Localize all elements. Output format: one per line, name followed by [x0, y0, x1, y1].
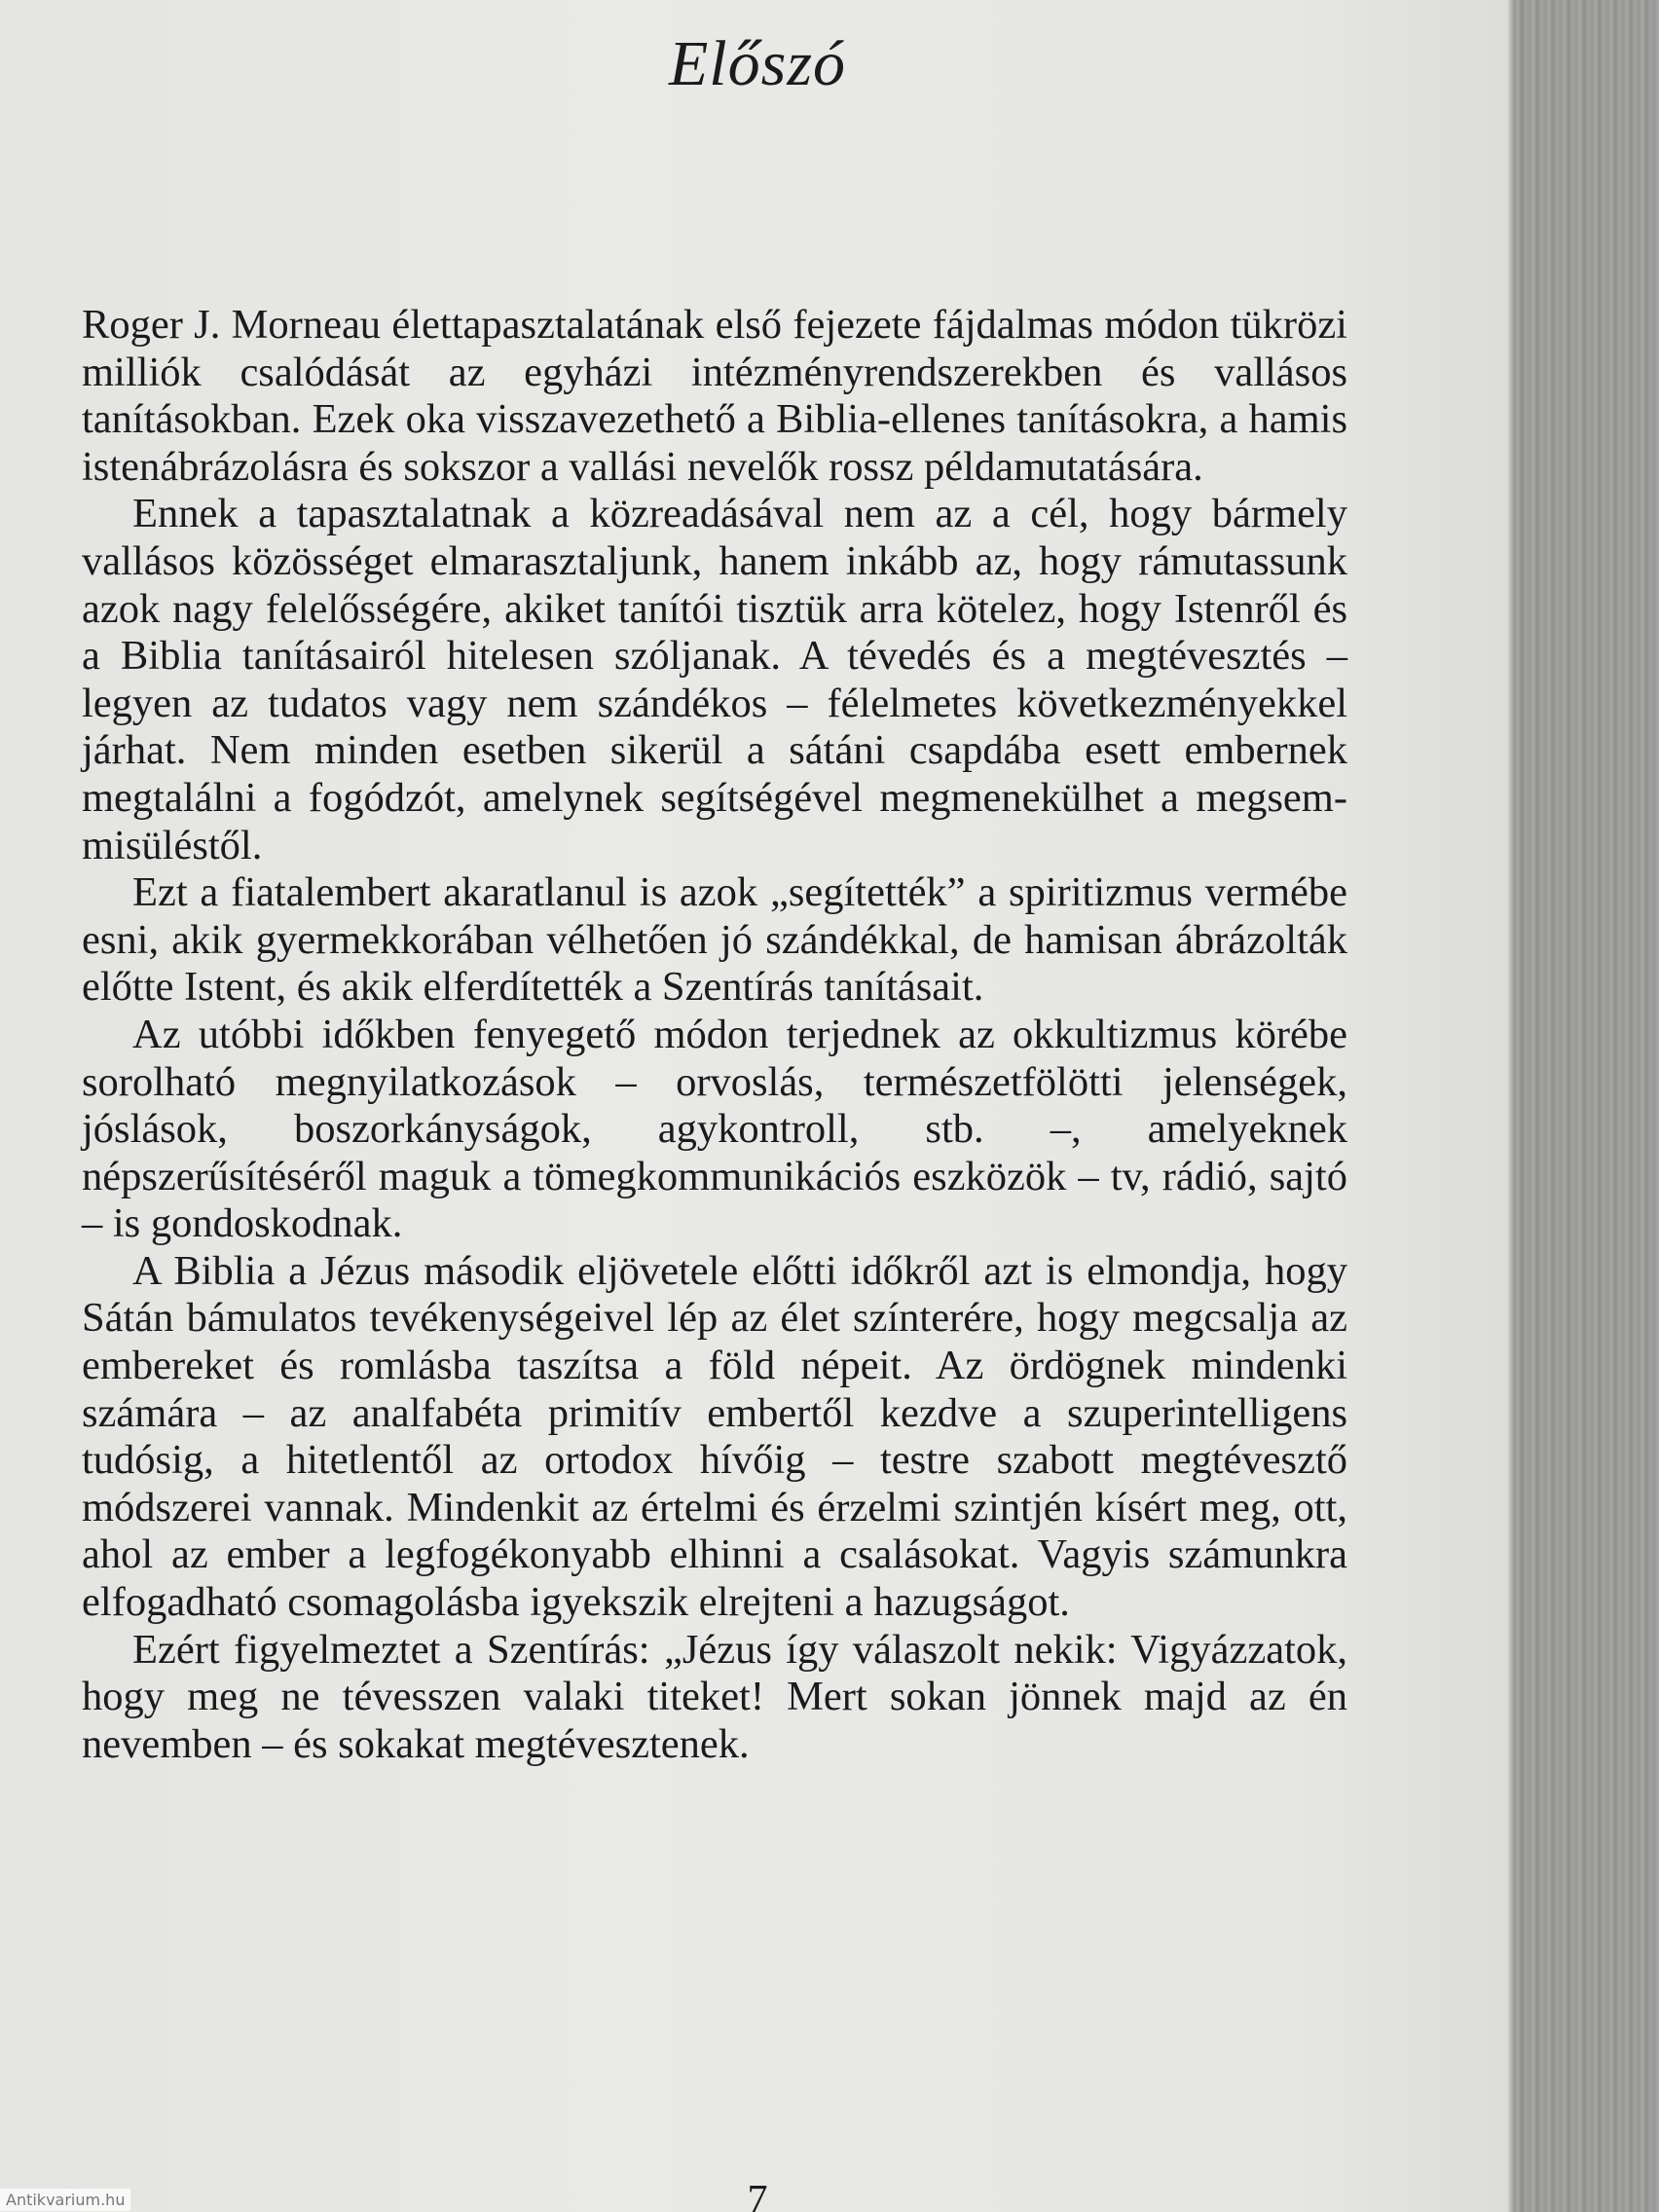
paragraph: A Biblia a Jézus második eljövetele előtti időkről azt is elmondja, hogy Sátán bámulatos tevékenységeivel lép az élet színterére, hogy megcsalja az embereket és romlásba taszítsa a föld népeit. Az ördögnek mindenki számára – az analfabéta primitív embertől kezdve a szuperintelligens tudósig, a hitetlentől az ortodox hívőig – testre szabott megtévesztő módszerei vannak. Mindenkit az értelmi és érzelmi szintjén kísért meg, ott, ahol az ember a legfogékonyabb elhinni a csalásokat. Vagyis számunkra elfogadható csomagolásba igyekszik elrejteni a hazugságot.: [82, 1247, 1347, 1626]
paragraph: Ezért figyelmeztet a Szentírás: „Jézus így válaszolt nekik: Vigyázzatok, hogy meg ne tévesszen valaki titeket! Mert sokan jönnek majd az én nevemben – és sokakat megtévesztenek.: [82, 1626, 1347, 1767]
paragraph: Az utóbbi időkben fenyegető módon terjednek az okkultizmus körébe sorolható megnyilatkozások – orvoslás, természetfölötti jelenségek, jóslások, boszorkányságok, agykontroll, stb. –, amelyeknek népszerűsítéséről maguk a tömegkommunikációs eszközök – tv, rádió, sajtó – is gondoskodnak.: [82, 1011, 1347, 1247]
paragraph: Roger J. Morneau élettapasztalatának első fejezete fájdalmas módon tükrözi milliók csalódását az egyházi intézményrendszerekben és vallásos tanításokban. Ezek oka visszavezethető a Biblia-ellenes tanításokra, a hamis istenábrázolásra és sokszor a vallási nevelők rossz példamutatására.: [82, 302, 1347, 490]
page-number: 7: [747, 2178, 768, 2212]
body-text: [82, 302, 1347, 1768]
chapter-title: Előszó: [668, 28, 847, 99]
book-spine-edge: [1515, 0, 1659, 2212]
paragraph: Ennek a tapasztalatnak a közreadásával nem az a cél, hogy bármely vallásos közösséget elmarasztaljunk, hanem inkább az, hogy rámutassunk azok nagy felelősségére, akiket tanítói tisztük arra kötelez, hogy Istenről és a Biblia tanításairól hitelesen szóljanak. A tévedés és a megtévesztés – legyen az tudatos vagy nem szándékos – félelmetes következményekkel járhat. Nem minden esetben sikerül a sátáni csapdába esett embernek megtalálni a fogódzót, amelynek segítségével megmenekülhet a megsemmisüléstől.: [82, 491, 1347, 868]
paragraph: Ezt a fiatalembert akaratlanul is azok „segítették” a spiritizmus vermébe esni, akik gyermekkorában vélhetően jó szándékkal, de hamisan ábrázolták előtte Istent, és akik elferdítették a Szentírás tanításait.: [82, 869, 1347, 1011]
watermark-label: Antikvarium.hu: [0, 2189, 130, 2211]
